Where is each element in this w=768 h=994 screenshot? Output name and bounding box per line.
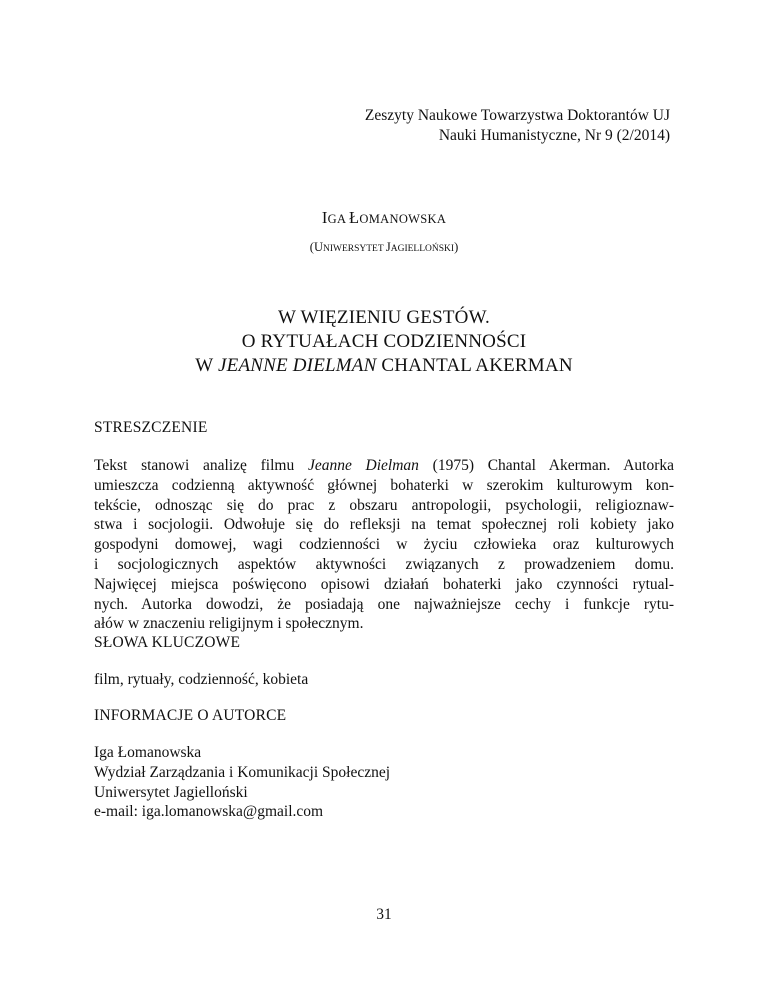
abstract-line-8: nych. Autorka dowodzi, że posiadają one najważniejsze cechy i funkcje rytu-	[94, 595, 674, 613]
abstract-body	[94, 456, 674, 634]
journal-header	[365, 106, 670, 146]
author-rest-1: GA	[327, 212, 350, 226]
abstract-line-1-start: Tekst stanowi analizę filmu	[94, 457, 308, 474]
article-title	[0, 306, 768, 378]
abstract-line-1	[94, 456, 674, 476]
author-info	[94, 743, 390, 822]
abstract-line-3: tekście, odnosząc się do prac z obszaru antropologii, psychologii, religioznaw-	[94, 496, 674, 514]
title-line-1: W WIĘZIENIU GESTÓW.	[278, 307, 490, 328]
abstract-line-7: Najwięcej miejsca poświęcono opisowi działań bohaterki jako czynności rytual-	[94, 575, 674, 593]
abstract-line-1-end: (1975) Chantal Akerman. Autorka	[418, 457, 674, 474]
author-info-department: Wydział Zarządzania i Komunikacji Społecznej	[94, 763, 391, 781]
author-info-email[interactable]: e-mail: iga.lomanowska@gmail.com	[94, 803, 324, 821]
title-line-3-suffix: CHANTAL AKERMAN	[376, 355, 573, 376]
abstract-line-5: gospodyni domowej, wagi codzienności w życiu człowieka oraz kulturowych	[94, 536, 674, 554]
abstract-line-6: i socjologicznych aspektów aktywności związanych z prowadzeniem domu.	[94, 555, 674, 573]
author-rest-2: OMANOWSKA	[359, 212, 447, 226]
author-info-heading: INFORMACJE O AUTORCE	[94, 707, 287, 724]
abstract-film-name: Jeanne Dielman	[307, 457, 419, 474]
affiliation-initial-2: J	[385, 240, 391, 254]
author-info-name: Iga Łomanowska	[94, 744, 202, 761]
abstract-line-2: umieszcza codzienną aktywność głównej bohaterki w szerokim kulturowym kon-	[94, 476, 674, 494]
author-affiliation	[0, 240, 768, 255]
author-initial-1: I	[321, 208, 328, 227]
abstract-heading: STRESZCZENIE	[94, 419, 208, 436]
page-number: 31	[376, 906, 392, 923]
affiliation-initial-1: U	[313, 240, 323, 254]
title-line-2: O RYTUAŁACH CODZIENNOŚCI	[241, 331, 527, 352]
author-name	[0, 208, 768, 228]
title-line-3	[0, 354, 768, 378]
affiliation-rest-1: NIWERSYTET	[322, 244, 386, 254]
affiliation-rest-2: AGIELLOŃSKI	[390, 244, 455, 254]
affiliation-open: (	[309, 240, 314, 254]
journal-issue: Nauki Humanistyczne, Nr 9 (2/2014)	[438, 127, 670, 144]
journal-name: Zeszyty Naukowe Towarzystwa Doktorantów UJ	[364, 107, 670, 124]
keywords-heading: SŁOWA KLUCZOWE	[94, 634, 241, 651]
title-line-3-prefix: W	[195, 355, 218, 376]
keywords-text: film, rytuały, codzienność, kobieta	[94, 671, 309, 688]
title-film-name: JEANNE DIELMAN	[218, 355, 377, 376]
affiliation-close: )	[454, 240, 459, 254]
author-info-university: Uniwersytet Jagielloński	[94, 783, 248, 801]
author-initial-2: Ł	[349, 208, 360, 227]
abstract-line-9: ałów w znaczeniu religijnym i społecznym.	[94, 615, 364, 633]
abstract-line-4: stwa i socjologii. Odwołuje się do refleksji na temat społecznej roli kobiety jako	[94, 516, 674, 534]
